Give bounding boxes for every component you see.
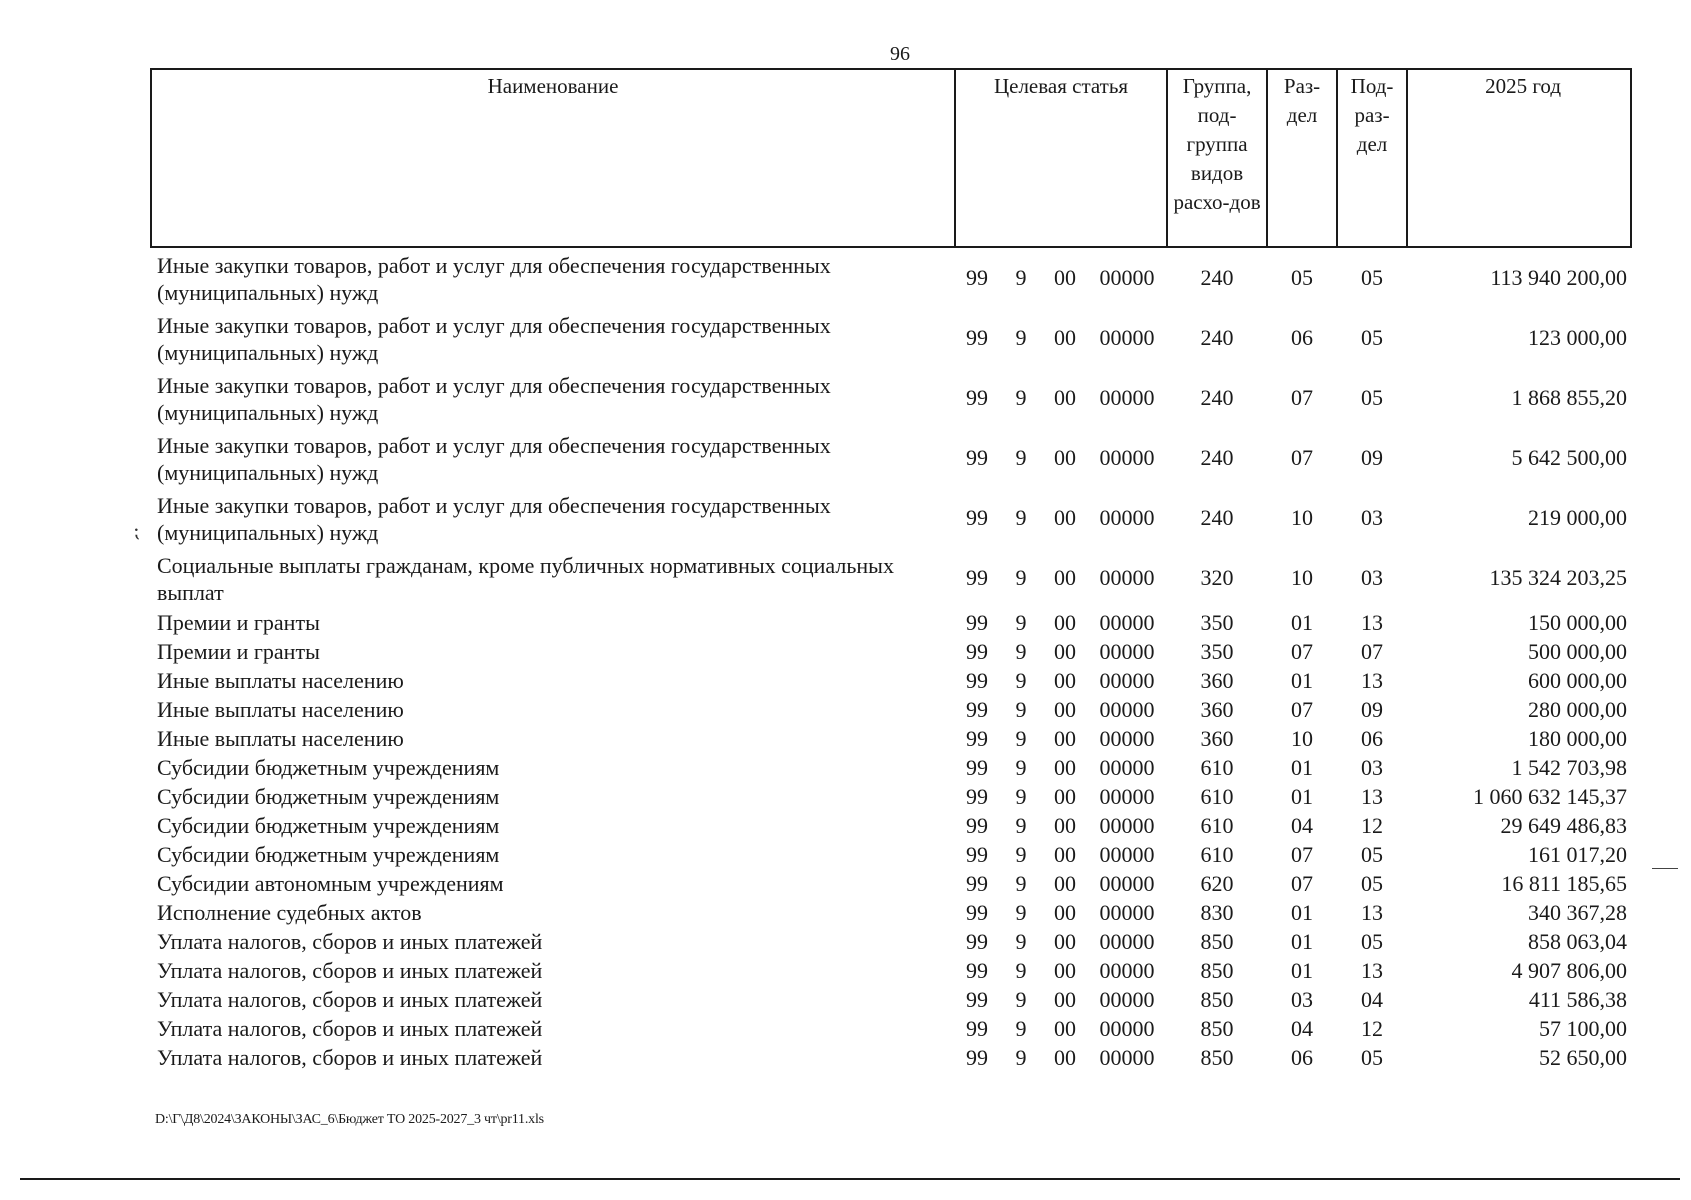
section-cell: 07 <box>1291 841 1314 867</box>
target-code-1-cell: 99 <box>966 725 988 751</box>
bottom-rule <box>20 1178 1680 1180</box>
target-code-1-cell: 99 <box>966 696 988 722</box>
target-code-2-cell: 9 <box>1015 1015 1027 1041</box>
target-code-3-cell: 00 <box>1054 696 1076 722</box>
expense-group-cell: 240 <box>1200 325 1234 350</box>
table-row <box>151 898 1631 927</box>
section-cell: 06 <box>1291 1044 1314 1070</box>
row-name-cell: Иные закупки товаров, работ и услуг для обеспечения государственных (муниципальных) нужд <box>157 253 831 305</box>
table-row <box>151 869 1631 898</box>
amount-2025-cell: 1 542 703,98 <box>1511 754 1628 780</box>
expense-group-cell: 850 <box>1200 957 1234 983</box>
table-row <box>151 811 1631 840</box>
target-code-2-cell: 9 <box>1015 899 1027 925</box>
section-cell: 01 <box>1291 899 1314 925</box>
expense-group-cell: 620 <box>1200 870 1234 896</box>
target-code-4-cell: 00000 <box>1099 445 1155 470</box>
target-code-1-cell: 99 <box>966 445 988 470</box>
target-code-3-cell: 00 <box>1054 609 1076 635</box>
target-code-3-cell: 00 <box>1054 505 1076 530</box>
row-name-cell: Социальные выплаты гражданам, кроме публичных нормативных социальных выплат <box>157 553 894 605</box>
section-cell: 01 <box>1291 609 1314 635</box>
target-code-3-cell: 00 <box>1054 957 1076 983</box>
header-subsection: Под-раз-дел <box>1337 69 1407 247</box>
header-expense-group: Группа, под-группа видов расхо-дов <box>1167 69 1267 247</box>
amount-2025-cell: 113 940 200,00 <box>1490 265 1628 290</box>
target-code-1-cell: 99 <box>966 783 988 809</box>
target-code-4-cell: 00000 <box>1099 1044 1155 1070</box>
target-code-2-cell: 9 <box>1015 1044 1027 1070</box>
target-code-4-cell: 00000 <box>1099 609 1155 635</box>
target-code-4-cell: 00000 <box>1099 812 1155 838</box>
table-row <box>151 488 1631 548</box>
target-code-1-cell: 99 <box>966 754 988 780</box>
row-name-cell: Иные закупки товаров, работ и услуг для обеспечения государственных (муниципальных) нужд <box>157 493 831 545</box>
expense-group-cell: 350 <box>1200 609 1234 635</box>
target-code-2-cell: 9 <box>1015 957 1027 983</box>
margin-mark: ⁏ <box>133 520 140 542</box>
target-code-2-cell: 9 <box>1015 986 1027 1012</box>
table-row <box>151 428 1631 488</box>
target-code-2-cell: 9 <box>1015 928 1027 954</box>
target-code-2-cell: 9 <box>1015 667 1027 693</box>
expense-group-cell: 830 <box>1200 899 1234 925</box>
table-row <box>151 1043 1631 1072</box>
table-row <box>151 695 1631 724</box>
target-code-1-cell: 99 <box>966 957 988 983</box>
subsection-cell: 13 <box>1361 667 1384 693</box>
target-code-1-cell: 99 <box>966 986 988 1012</box>
target-code-3-cell: 00 <box>1054 986 1076 1012</box>
target-code-3-cell: 00 <box>1054 1044 1076 1070</box>
target-code-1-cell: 99 <box>966 870 988 896</box>
amount-2025-cell: 4 907 806,00 <box>1511 957 1628 983</box>
expense-group-cell: 850 <box>1200 986 1234 1012</box>
subsection-cell: 13 <box>1361 957 1384 983</box>
target-code-1-cell: 99 <box>966 385 988 410</box>
amount-2025-cell: 5 642 500,00 <box>1511 445 1628 470</box>
row-name-cell: Субсидии бюджетным учреждениям <box>157 783 500 809</box>
expense-group-cell: 360 <box>1200 696 1234 722</box>
amount-2025-cell: 16 811 185,65 <box>1501 870 1628 896</box>
section-cell: 07 <box>1291 696 1314 722</box>
row-name-cell: Иные выплаты населению <box>157 667 404 693</box>
table-row <box>151 548 1631 608</box>
target-code-2-cell: 9 <box>1015 385 1027 410</box>
target-code-1-cell: 99 <box>966 899 988 925</box>
table-row <box>151 608 1631 637</box>
expense-group-cell: 240 <box>1200 505 1234 530</box>
target-code-4-cell: 00000 <box>1099 783 1155 809</box>
target-code-4-cell: 00000 <box>1099 265 1155 290</box>
target-code-4-cell: 00000 <box>1099 725 1155 751</box>
amount-2025-cell: 57 100,00 <box>1539 1015 1628 1041</box>
amount-2025-cell: 135 324 203,25 <box>1489 565 1628 590</box>
table-row <box>151 368 1631 428</box>
section-cell: 03 <box>1291 986 1314 1012</box>
table-row <box>151 637 1631 666</box>
expense-group-cell: 360 <box>1200 667 1234 693</box>
amount-2025-cell: 280 000,00 <box>1528 696 1628 722</box>
subsection-cell: 13 <box>1361 899 1384 925</box>
target-code-4-cell: 00000 <box>1099 957 1155 983</box>
target-code-4-cell: 00000 <box>1099 505 1155 530</box>
section-cell: 04 <box>1291 812 1314 838</box>
target-code-3-cell: 00 <box>1054 265 1076 290</box>
target-code-4-cell: 00000 <box>1099 928 1155 954</box>
expense-group-cell: 610 <box>1200 812 1234 838</box>
amount-2025-cell: 219 000,00 <box>1528 505 1628 530</box>
target-code-2-cell: 9 <box>1015 609 1027 635</box>
target-code-3-cell: 00 <box>1054 565 1076 590</box>
target-code-2-cell: 9 <box>1015 445 1027 470</box>
target-code-1-cell: 99 <box>966 841 988 867</box>
row-name-cell: Премии и гранты <box>157 609 320 635</box>
table-row <box>151 1014 1631 1043</box>
header-year-2025: 2025 год <box>1407 69 1631 247</box>
budget-table <box>150 68 1632 1072</box>
subsection-cell: 09 <box>1361 445 1384 470</box>
target-code-1-cell: 99 <box>966 1044 988 1070</box>
target-code-4-cell: 00000 <box>1099 565 1155 590</box>
amount-2025-cell: 161 017,20 <box>1528 841 1628 867</box>
target-code-3-cell: 00 <box>1054 812 1076 838</box>
subsection-cell: 06 <box>1361 725 1384 751</box>
target-code-1-cell: 99 <box>966 609 988 635</box>
target-code-2-cell: 9 <box>1015 841 1027 867</box>
subsection-cell: 05 <box>1361 841 1384 867</box>
amount-2025-cell: 52 650,00 <box>1539 1044 1628 1070</box>
amount-2025-cell: 1 060 632 145,37 <box>1473 783 1628 809</box>
target-code-2-cell: 9 <box>1015 638 1027 664</box>
row-name-cell: Уплата налогов, сборов и иных платежей <box>157 1015 543 1041</box>
row-name-cell: Уплата налогов, сборов и иных платежей <box>157 986 543 1012</box>
row-name-cell: Премии и гранты <box>157 638 320 664</box>
section-cell: 01 <box>1291 928 1314 954</box>
amount-2025-cell: 123 000,00 <box>1528 325 1628 350</box>
table-row <box>151 956 1631 985</box>
amount-2025-cell: 340 367,28 <box>1528 899 1628 925</box>
target-code-4-cell: 00000 <box>1099 638 1155 664</box>
section-cell: 01 <box>1291 957 1314 983</box>
table-row <box>151 840 1631 869</box>
expense-group-cell: 850 <box>1200 1015 1234 1041</box>
subsection-cell: 05 <box>1361 870 1384 896</box>
target-code-4-cell: 00000 <box>1099 986 1155 1012</box>
target-code-3-cell: 00 <box>1054 445 1076 470</box>
row-name-cell: Уплата налогов, сборов и иных платежей <box>157 1044 543 1070</box>
subsection-cell: 07 <box>1361 638 1384 664</box>
target-code-3-cell: 00 <box>1054 783 1076 809</box>
section-cell: 10 <box>1291 725 1314 751</box>
expense-group-cell: 850 <box>1200 1044 1234 1070</box>
table-row <box>151 666 1631 695</box>
target-code-1-cell: 99 <box>966 928 988 954</box>
subsection-cell: 12 <box>1361 1015 1384 1041</box>
subsection-cell: 13 <box>1361 609 1384 635</box>
table-header <box>151 69 1631 247</box>
page-number: 96 <box>890 43 910 65</box>
table-row <box>151 985 1631 1014</box>
section-cell: 01 <box>1291 667 1314 693</box>
row-name-cell: Субсидии бюджетным учреждениям <box>157 754 500 780</box>
subsection-cell: 12 <box>1361 812 1384 838</box>
target-code-3-cell: 00 <box>1054 899 1076 925</box>
section-cell: 10 <box>1291 505 1314 530</box>
row-name-cell: Субсидии автономным учреждениям <box>157 870 504 896</box>
section-cell: 05 <box>1291 265 1314 290</box>
row-name-cell: Иные выплаты населению <box>157 725 404 751</box>
expense-group-cell: 320 <box>1200 565 1234 590</box>
target-code-4-cell: 00000 <box>1099 385 1155 410</box>
row-name-cell: Иные закупки товаров, работ и услуг для обеспечения государственных (муниципальных) нужд <box>157 433 831 485</box>
target-code-4-cell: 00000 <box>1099 841 1155 867</box>
row-name-cell: Иные выплаты населению <box>157 696 404 722</box>
target-code-1-cell: 99 <box>966 505 988 530</box>
section-cell: 07 <box>1291 870 1314 896</box>
target-code-4-cell: 00000 <box>1099 667 1155 693</box>
row-name-cell: Исполнение судебных актов <box>157 899 422 925</box>
target-code-1-cell: 99 <box>966 565 988 590</box>
target-code-4-cell: 00000 <box>1099 325 1155 350</box>
table-row <box>151 247 1631 308</box>
section-cell: 01 <box>1291 783 1314 809</box>
footer-file-path: D:\Г\Д8\2024\ЗАКОНЫ\ЗАС_6\Бюджет ТО 2025-2027_3 чт\pr11.xls <box>155 1112 544 1127</box>
target-code-4-cell: 00000 <box>1099 899 1155 925</box>
subsection-cell: 05 <box>1361 385 1384 410</box>
expense-group-cell: 240 <box>1200 265 1234 290</box>
amount-2025-cell: 180 000,00 <box>1528 725 1628 751</box>
target-code-3-cell: 00 <box>1054 385 1076 410</box>
expense-group-cell: 240 <box>1200 385 1234 410</box>
expense-group-cell: 850 <box>1200 928 1234 954</box>
subsection-cell: 05 <box>1361 325 1384 350</box>
section-cell: 07 <box>1291 445 1314 470</box>
amount-2025-cell: 858 063,04 <box>1528 928 1628 954</box>
subsection-cell: 04 <box>1361 986 1384 1012</box>
target-code-3-cell: 00 <box>1054 870 1076 896</box>
target-code-3-cell: 00 <box>1054 928 1076 954</box>
target-code-3-cell: 00 <box>1054 638 1076 664</box>
target-code-2-cell: 9 <box>1015 783 1027 809</box>
section-cell: 04 <box>1291 1015 1314 1041</box>
subsection-cell: 03 <box>1361 565 1384 590</box>
section-cell: 07 <box>1291 638 1314 664</box>
amount-2025-cell: 600 000,00 <box>1528 667 1628 693</box>
margin-dash <box>1652 868 1678 869</box>
target-code-3-cell: 00 <box>1054 754 1076 780</box>
target-code-2-cell: 9 <box>1015 870 1027 896</box>
table-row <box>151 724 1631 753</box>
subsection-cell: 03 <box>1361 754 1384 780</box>
subsection-cell: 09 <box>1361 696 1384 722</box>
target-code-1-cell: 99 <box>966 325 988 350</box>
target-code-4-cell: 00000 <box>1099 870 1155 896</box>
table-body <box>151 247 1631 1072</box>
subsection-cell: 05 <box>1361 1044 1384 1070</box>
target-code-2-cell: 9 <box>1015 696 1027 722</box>
table-row <box>151 782 1631 811</box>
target-code-2-cell: 9 <box>1015 325 1027 350</box>
row-name-cell: Иные закупки товаров, работ и услуг для обеспечения государственных (муниципальных) нужд <box>157 373 831 425</box>
subsection-cell: 05 <box>1361 928 1384 954</box>
target-code-2-cell: 9 <box>1015 505 1027 530</box>
expense-group-cell: 360 <box>1200 725 1234 751</box>
expense-group-cell: 240 <box>1200 445 1234 470</box>
section-cell: 01 <box>1291 754 1314 780</box>
amount-2025-cell: 500 000,00 <box>1528 638 1628 664</box>
target-code-2-cell: 9 <box>1015 565 1027 590</box>
amount-2025-cell: 411 586,38 <box>1528 986 1628 1012</box>
target-code-3-cell: 00 <box>1054 725 1076 751</box>
target-code-1-cell: 99 <box>966 1015 988 1041</box>
row-name-cell: Уплата налогов, сборов и иных платежей <box>157 928 543 954</box>
expense-group-cell: 610 <box>1200 754 1234 780</box>
target-code-4-cell: 00000 <box>1099 696 1155 722</box>
target-code-1-cell: 99 <box>966 638 988 664</box>
amount-2025-cell: 150 000,00 <box>1528 609 1628 635</box>
target-code-3-cell: 00 <box>1054 667 1076 693</box>
target-code-4-cell: 00000 <box>1099 754 1155 780</box>
row-name-cell: Субсидии бюджетным учреждениям <box>157 841 500 867</box>
target-code-1-cell: 99 <box>966 667 988 693</box>
header-name: Наименование <box>151 69 955 247</box>
table-row <box>151 927 1631 956</box>
amount-2025-cell: 1 868 855,20 <box>1511 385 1628 410</box>
target-code-3-cell: 00 <box>1054 325 1076 350</box>
subsection-cell: 13 <box>1361 783 1384 809</box>
expense-group-cell: 610 <box>1200 841 1234 867</box>
row-name-cell: Иные закупки товаров, работ и услуг для обеспечения государственных (муниципальных) нужд <box>157 313 831 365</box>
header-section: Раз-дел <box>1267 69 1337 247</box>
expense-group-cell: 610 <box>1200 783 1234 809</box>
target-code-3-cell: 00 <box>1054 1015 1076 1041</box>
target-code-2-cell: 9 <box>1015 265 1027 290</box>
target-code-2-cell: 9 <box>1015 812 1027 838</box>
target-code-3-cell: 00 <box>1054 841 1076 867</box>
row-name-cell: Субсидии бюджетным учреждениям <box>157 812 500 838</box>
subsection-cell: 03 <box>1361 505 1384 530</box>
table-row <box>151 753 1631 782</box>
target-code-2-cell: 9 <box>1015 754 1027 780</box>
table-row <box>151 308 1631 368</box>
header-target-article: Целевая статья <box>955 69 1167 247</box>
subsection-cell: 05 <box>1361 265 1384 290</box>
target-code-2-cell: 9 <box>1015 725 1027 751</box>
target-code-4-cell: 00000 <box>1099 1015 1155 1041</box>
target-code-1-cell: 99 <box>966 812 988 838</box>
section-cell: 10 <box>1291 565 1314 590</box>
target-code-1-cell: 99 <box>966 265 988 290</box>
section-cell: 07 <box>1291 385 1314 410</box>
section-cell: 06 <box>1291 325 1314 350</box>
row-name-cell: Уплата налогов, сборов и иных платежей <box>157 957 543 983</box>
expense-group-cell: 350 <box>1200 638 1234 664</box>
amount-2025-cell: 29 649 486,83 <box>1500 812 1628 838</box>
